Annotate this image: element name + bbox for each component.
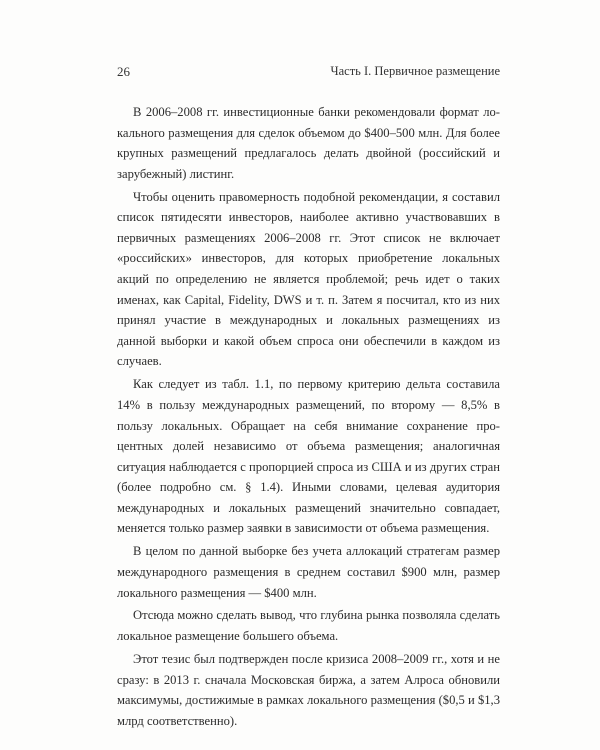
paragraph: В 2006–2008 гг. инвестиционные банки рекомендовали формат локального размещения для сделок объемом до $400–500 млн. Для более крупных размещений предлагалось делать двойной (российский и зарубежный) листинг.: [117, 105, 500, 181]
paragraph: Чтобы оценить правомерность подобной рекомендации, я составил список пятидесяти инвесторов, наиболее активно участвовавших в первичных размещениях 2006–2008 гг. Этот список не включает «российских» инвесторов, для которых приобретение локальных акций по определению не является проблемой; речь идет о таких именах, как Capital, Fidelity, DWS и т. п. Затем я посчитал, кто из них принял участие в международных и локальных размещениях из данной выборки и какой объем спроса они обеспечили в каждом из случаев.: [117, 189, 500, 369]
paragraph: В целом по данной выборке без учета аллокаций стратегам размер международного размещения в среднем составил $900 млн, размер локального размещения — $400 млн.: [117, 544, 500, 600]
paragraph: Как следует из табл. 1.1, по первому критерию дельта составила 14% в пользу международных размещений, по второму — 8,5% в пользу локальных. Обращает на себя внимание сохранение процентных долей независимо от объема размещения; аналогичная ситуация наблюдается с пропорцией спроса из США и из других стран (более подробно см. § 1.4). Иными словами, целевая аудитория международных и локальных размещений значительно совпадает, меняется только размер заявки в зависимости от объема размещения.: [117, 377, 500, 536]
running-title: Часть I. Первичное размещение: [330, 64, 500, 78]
body-text: [117, 102, 500, 734]
paragraph: Этот тезис был подтвержден после кризиса 2008–2009 гг., хотя и не сразу: в 2013 г. сначала Московская биржа, а затем Алроса обновили максимумы, достижимые в рамках локального размещения ($0,5 и $1,3 млрд соответственно).: [117, 651, 500, 728]
page-header: [117, 64, 500, 80]
page-number: 26: [117, 64, 130, 79]
paragraph: Отсюда можно сделать вывод, что глубина рынка позволяла сделать локальное размещение большего объема.: [117, 608, 500, 644]
